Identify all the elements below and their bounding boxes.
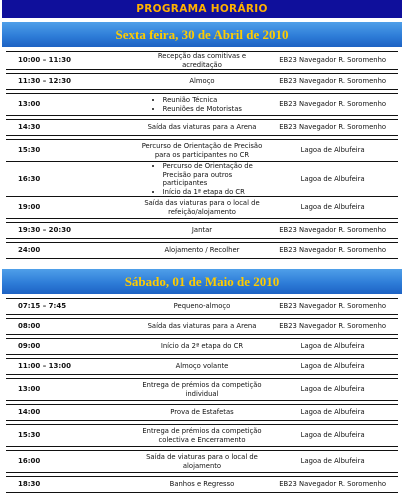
- activity-cell: [137, 319, 268, 335]
- activity-cell: [137, 162, 268, 197]
- schedule-row: [6, 52, 398, 70]
- activity-line: Almoço: [189, 77, 215, 86]
- schedule-row: [6, 339, 398, 355]
- time-cell: 13:00: [6, 379, 137, 401]
- activity-cell: [137, 379, 268, 401]
- location-cell: EB23 Navegador R. Soromenho: [267, 319, 398, 335]
- time-cell: 18:30: [6, 477, 137, 493]
- activity-line: Saída das viaturas para a Arena: [147, 123, 257, 132]
- activity-cell: [137, 120, 268, 136]
- activity-list: [139, 162, 266, 196]
- activity-line: Início da 2ª etapa do CR: [160, 342, 244, 351]
- activity-line: Alojamento / Recolher: [164, 246, 240, 255]
- activity-line: Almoço volante: [175, 362, 229, 371]
- day-heading: Sábado, 01 de Maio de 2010: [2, 269, 402, 294]
- schedule-row: [6, 425, 398, 447]
- location-cell: EB23 Navegador R. Soromenho: [267, 74, 398, 90]
- activity-cell: [137, 339, 268, 355]
- location-cell: Lagoa de Albufeira: [267, 197, 398, 219]
- schedule-row: [6, 197, 398, 219]
- schedule-row: [6, 379, 398, 401]
- activity-cell: [137, 451, 268, 473]
- schedule-row: [6, 243, 398, 259]
- activity-cell: [137, 197, 268, 219]
- activity-list: [139, 96, 266, 113]
- activity-cell: [137, 94, 268, 116]
- time-cell: 14:00: [6, 405, 137, 421]
- time-cell: 16:00: [6, 451, 137, 473]
- time-cell: 19:00: [6, 197, 137, 219]
- activity-line: Saída das viaturas para o local de: [144, 199, 260, 207]
- activity-line: Saída de viaturas para o local de: [146, 453, 258, 461]
- activity-list-item: • Reunião Técnica: [163, 96, 266, 105]
- activity-cell: [137, 359, 268, 375]
- schedule-row: [6, 477, 398, 493]
- schedule-row: [6, 74, 398, 90]
- day-heading: Sexta feira, 30 de Abril de 2010: [2, 22, 402, 47]
- activity-line: Entrega de prémios da competição: [142, 381, 262, 389]
- location-cell: Lagoa de Albufeira: [267, 425, 398, 447]
- activity-list-item: • Percurso de Orientação de Precisão para outros participantes: [163, 162, 266, 188]
- activity-line: refeição/alojamento: [168, 207, 236, 216]
- location-cell: Lagoa de Albufeira: [267, 339, 398, 355]
- activity-line: Saída das viaturas para a Arena: [147, 322, 257, 331]
- activity-cell: [137, 140, 268, 162]
- activity-line: para os participantes no CR: [154, 150, 250, 159]
- location-cell: EB23 Navegador R. Soromenho: [267, 120, 398, 136]
- time-cell: 11:30 – 12:30: [6, 74, 137, 90]
- page-title: PROGRAMA HORÁRIO: [2, 0, 402, 18]
- activity-line: colectiva e Encerramento: [158, 435, 246, 444]
- location-cell: EB23 Navegador R. Soromenho: [267, 223, 398, 239]
- location-cell: EB23 Navegador R. Soromenho: [267, 299, 398, 315]
- activity-line: Prova de Estafetas: [170, 408, 234, 417]
- time-cell: 10:00 – 11:30: [6, 52, 137, 70]
- location-cell: Lagoa de Albufeira: [267, 451, 398, 473]
- schedule-row: [6, 319, 398, 335]
- time-cell: 16:30: [6, 162, 137, 197]
- time-cell: 09:00: [6, 339, 137, 355]
- location-cell: EB23 Navegador R. Soromenho: [267, 52, 398, 70]
- activity-cell: [137, 223, 268, 239]
- activity-line: Jantar: [191, 226, 213, 235]
- location-cell: Lagoa de Albufeira: [267, 405, 398, 421]
- schedule-row: [6, 120, 398, 136]
- schedule: [0, 22, 404, 493]
- schedule-row: [6, 223, 398, 239]
- schedule-row: [6, 405, 398, 421]
- activity-line: alojamento: [182, 461, 222, 470]
- schedule-row: [6, 94, 398, 116]
- time-cell: 19:30 – 20:30: [6, 223, 137, 239]
- activity-line: Banhos e Regresso: [169, 480, 235, 489]
- time-cell: 07:15 – 7:45: [6, 299, 137, 315]
- schedule-table: [6, 47, 398, 259]
- location-cell: Lagoa de Albufeira: [267, 359, 398, 375]
- schedule-row: [6, 140, 398, 162]
- activity-line: Percurso de Orientação de Precisão: [141, 142, 263, 150]
- activity-cell: [137, 299, 268, 315]
- activity-list-item: • Início da 1ª etapa do CR: [163, 188, 266, 197]
- location-cell: Lagoa de Albufeira: [267, 162, 398, 197]
- activity-line: Recepção das comitivas e acreditação: [157, 52, 247, 69]
- location-cell: EB23 Navegador R. Soromenho: [267, 243, 398, 259]
- activity-cell: [137, 243, 268, 259]
- schedule-row: [6, 299, 398, 315]
- schedule-row: [6, 359, 398, 375]
- time-cell: 15:30: [6, 140, 137, 162]
- time-cell: 08:00: [6, 319, 137, 335]
- schedule-row: [6, 162, 398, 197]
- activity-cell: [137, 477, 268, 493]
- activity-line: Pequeno-almoço: [173, 302, 231, 311]
- time-cell: 15:30: [6, 425, 137, 447]
- activity-list-item: • Reuniões de Motoristas: [163, 105, 266, 114]
- activity-cell: [137, 74, 268, 90]
- location-cell: Lagoa de Albufeira: [267, 379, 398, 401]
- time-cell: 13:00: [6, 94, 137, 116]
- location-cell: EB23 Navegador R. Soromenho: [267, 94, 398, 116]
- location-cell: EB23 Navegador R. Soromenho: [267, 477, 398, 493]
- activity-cell: [137, 405, 268, 421]
- activity-line: Entrega de prémios da competição: [142, 427, 262, 435]
- activity-cell: [137, 425, 268, 447]
- time-cell: 14:30: [6, 120, 137, 136]
- activity-cell: [137, 52, 268, 70]
- schedule-table: [6, 294, 398, 493]
- time-cell: 11:00 – 13:00: [6, 359, 137, 375]
- activity-line: individual: [185, 389, 219, 398]
- time-cell: 24:00: [6, 243, 137, 259]
- location-cell: Lagoa de Albufeira: [267, 140, 398, 162]
- schedule-row: [6, 451, 398, 473]
